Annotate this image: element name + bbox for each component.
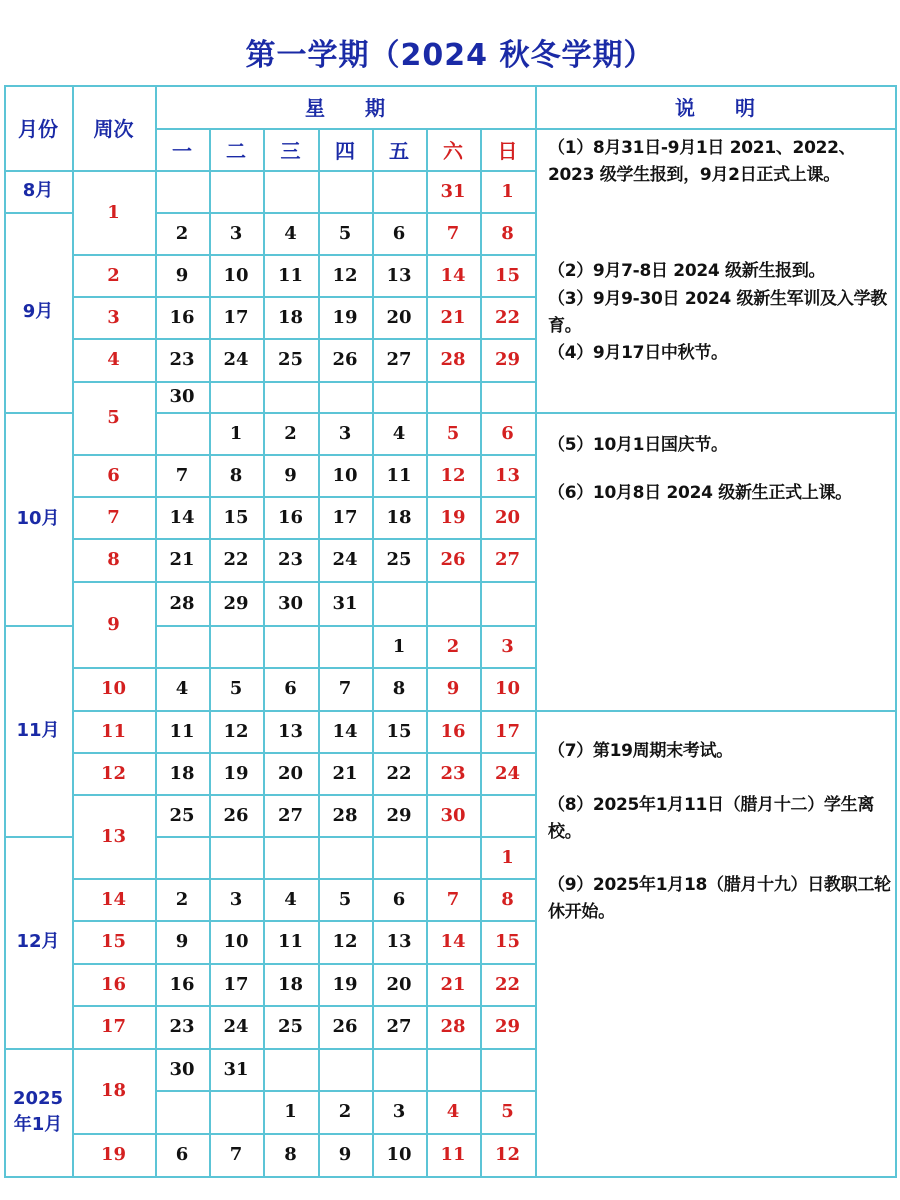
month-label: 9月: [22, 301, 54, 322]
day-cell: 1: [501, 180, 514, 202]
day-cell: 28: [169, 592, 195, 614]
day-cell: 1: [501, 846, 514, 868]
week-number: 13: [100, 825, 127, 847]
day-cell: 13: [494, 464, 521, 486]
day-cell: 8: [284, 1144, 297, 1165]
week-number: 16: [100, 973, 127, 995]
day-cell: 29: [386, 804, 412, 826]
note-item: （4）9月17日中秋节。: [548, 343, 728, 363]
day-cell: 15: [386, 720, 412, 742]
day-cell: 5: [229, 678, 243, 699]
day-cell: 2: [338, 1101, 352, 1122]
day-cell: 22: [386, 762, 412, 784]
month-label: 12月: [16, 931, 60, 952]
day-cell: 19: [440, 506, 466, 528]
day-cell: 12: [332, 931, 358, 952]
divider-notes-section: [535, 412, 895, 414]
day-cell: 18: [169, 762, 195, 784]
week-number: 2: [107, 264, 120, 286]
day-cell: 6: [284, 678, 297, 699]
day-cell: 27: [277, 804, 304, 826]
page-title: 第一学期（2024 秋冬学期）: [245, 38, 655, 73]
day-cell: 12: [332, 264, 358, 286]
day-cell: 5: [338, 888, 352, 910]
week-header: 周次: [93, 117, 134, 141]
day-cell: 21: [440, 973, 466, 995]
day-cell: 25: [386, 549, 412, 570]
day-cell: 30: [277, 592, 304, 614]
day-cell: 22: [494, 973, 521, 995]
day-cell: 6: [392, 888, 406, 910]
week-number: 18: [100, 1080, 127, 1101]
day-cell: 19: [332, 306, 358, 328]
weekday-header: 三: [280, 138, 301, 163]
note-item: （8）2025年1月11日（腊月十二）学生离校。: [548, 795, 875, 842]
week-number: 9: [107, 613, 120, 635]
day-cell: 28: [332, 804, 358, 826]
day-cell: 5: [446, 422, 460, 444]
day-cell: 18: [386, 506, 412, 528]
day-cell: 22: [494, 306, 521, 328]
day-cell: 24: [223, 1016, 249, 1037]
note-item: （9）2025年1月18（腊月十九）日教职工轮休开始。: [548, 875, 891, 922]
day-cell: 23: [440, 762, 466, 784]
week-number: 17: [100, 1016, 127, 1037]
day-cell: 4: [284, 888, 297, 910]
table-border-right: [895, 85, 897, 1178]
day-cell: 18: [277, 973, 304, 995]
day-cell: 9: [338, 1144, 352, 1165]
day-cell: 26: [332, 1016, 358, 1037]
day-cell: 23: [277, 549, 304, 570]
divider-header-notes: [535, 128, 895, 130]
day-cell: 29: [223, 592, 249, 614]
day-cell: 30: [169, 386, 195, 407]
month-label: 11月: [16, 719, 60, 741]
divider-notes-section: [535, 710, 895, 712]
day-cell: 26: [440, 549, 466, 570]
day-cell: 13: [386, 931, 412, 952]
week-number: 14: [100, 888, 127, 910]
notes-header: 说 明: [675, 96, 755, 120]
day-cell: 4: [446, 1101, 460, 1122]
day-cell: 5: [501, 1101, 514, 1122]
day-cell: 4: [392, 422, 406, 444]
day-cell: 23: [169, 1016, 195, 1037]
week-number: 6: [107, 464, 120, 486]
day-cell: 17: [223, 973, 249, 995]
day-cell: 15: [223, 506, 249, 528]
day-cell: 14: [440, 264, 466, 286]
table-border-bottom: [4, 1176, 895, 1178]
day-cell: 20: [277, 762, 304, 784]
day-cell: 24: [223, 349, 249, 370]
day-cell: 7: [446, 888, 460, 910]
day-cell: 31: [332, 592, 358, 614]
weekday-header: 四: [335, 138, 355, 163]
note-item: （5）10月1日国庆节。: [548, 435, 728, 455]
day-cell: 14: [440, 931, 466, 952]
divider-calendar-row: [155, 836, 535, 838]
day-cell: 7: [446, 222, 460, 244]
divider-calendar-row: [155, 381, 535, 383]
day-cell: 30: [440, 804, 466, 826]
note-item: （6）10月8日 2024 级新生正式上课。: [548, 483, 852, 503]
day-cell: 11: [440, 1144, 466, 1165]
day-cell: 15: [494, 931, 521, 952]
day-cell: 11: [386, 464, 412, 486]
day-cell: 27: [494, 549, 521, 570]
day-cell: 28: [440, 349, 466, 370]
day-cell: 6: [501, 422, 514, 444]
day-cell: 17: [223, 306, 249, 328]
day-cell: 19: [332, 973, 358, 995]
day-cell: 14: [169, 506, 195, 528]
week-number: 5: [107, 407, 120, 428]
day-cell: 27: [386, 1016, 412, 1037]
note-item: （7）第19周期末考试。: [548, 741, 733, 761]
week-number: 10: [100, 678, 127, 699]
day-cell: 2: [446, 635, 460, 657]
day-cell: 27: [386, 349, 412, 370]
day-cell: 14: [332, 720, 358, 742]
day-cell: 16: [277, 506, 304, 528]
day-cell: 16: [169, 973, 195, 995]
day-cell: 8: [392, 678, 406, 699]
day-cell: 22: [223, 549, 249, 570]
month-header: 月份: [18, 117, 58, 141]
day-cell: 10: [223, 264, 249, 286]
day-cell: 16: [169, 306, 195, 328]
day-cell: 8: [501, 222, 514, 244]
day-cell: 2: [175, 222, 189, 244]
week-number: 7: [107, 506, 120, 528]
divider-days-notes: [535, 85, 537, 1176]
weekday-header: 五: [389, 138, 409, 163]
day-cell: 21: [169, 549, 195, 570]
day-cell: 24: [332, 549, 358, 570]
day-cell: 12: [440, 464, 466, 486]
day-cell: 2: [284, 422, 297, 444]
day-cell: 31: [440, 180, 466, 202]
day-cell: 25: [169, 804, 195, 826]
day-cell: 19: [223, 762, 249, 784]
day-cell: 26: [223, 804, 249, 826]
week-number: 15: [100, 931, 127, 952]
week-number: 12: [100, 762, 127, 784]
week-number: 19: [100, 1144, 127, 1165]
day-cell: 5: [338, 222, 352, 244]
day-cell: 29: [494, 349, 521, 370]
day-cell: 1: [229, 422, 243, 444]
day-cell: 11: [277, 264, 304, 286]
day-cell: 6: [392, 222, 406, 244]
day-cell: 4: [284, 222, 297, 244]
day-cell: 3: [229, 888, 243, 910]
day-cell: 15: [494, 264, 521, 286]
day-cell: 23: [169, 349, 195, 370]
month-label: 8月: [22, 180, 54, 201]
day-cell: 9: [446, 678, 460, 699]
weekday-header: 二: [226, 138, 246, 163]
note-item: （3）9月9-30日 2024 级新生军训及入学教育。: [548, 289, 887, 336]
day-cell: 11: [277, 931, 304, 952]
day-cell: 29: [494, 1016, 521, 1037]
day-cell: 12: [223, 720, 249, 742]
week-number: 3: [107, 306, 120, 328]
day-cell: 17: [494, 720, 521, 742]
week-number: 1: [107, 201, 120, 223]
day-cell: 10: [223, 931, 249, 952]
day-cell: 8: [229, 464, 243, 486]
day-cell: 12: [494, 1144, 521, 1165]
day-cell: 18: [277, 306, 304, 328]
day-cell: 11: [169, 720, 195, 742]
day-cell: 7: [338, 678, 352, 699]
week-number: 11: [100, 720, 127, 742]
weekday-header: 六: [443, 138, 463, 163]
day-cell: 28: [440, 1016, 466, 1037]
day-cell: 25: [277, 349, 304, 370]
day-cell: 3: [338, 422, 352, 444]
day-cell: 31: [223, 1058, 249, 1080]
day-cell: 6: [175, 1144, 189, 1165]
day-cell: 8: [501, 888, 514, 910]
day-cell: 10: [386, 1144, 412, 1165]
day-cell: 16: [440, 720, 466, 742]
day-cell: 1: [284, 1101, 297, 1122]
day-cell: 30: [169, 1058, 195, 1080]
day-cell: 13: [386, 264, 412, 286]
day-cell: 7: [175, 464, 189, 486]
day-cell: 1: [392, 635, 406, 657]
day-cell: 2: [175, 888, 189, 910]
day-cell: 25: [277, 1016, 304, 1037]
weekday-group-header: 星 期: [305, 96, 385, 120]
day-cell: 3: [501, 635, 514, 657]
day-cell: 20: [386, 306, 412, 328]
day-cell: 10: [494, 678, 521, 699]
day-cell: 17: [332, 506, 358, 528]
weekday-header: 日: [497, 138, 518, 163]
day-cell: 21: [440, 306, 466, 328]
month-label: 10月: [16, 507, 60, 529]
day-cell: 7: [229, 1144, 243, 1165]
month-label: 2025年1月: [12, 1088, 64, 1135]
day-cell: 20: [386, 973, 412, 995]
day-cell: 9: [175, 264, 189, 286]
day-cell: 24: [494, 762, 521, 784]
note-item: （1）8月31日-9月1日 2021、2022、2023 级学生报到，9月2日正式上课。: [548, 138, 856, 185]
day-cell: 21: [332, 762, 358, 784]
day-cell: 26: [332, 349, 358, 370]
day-cell: 4: [175, 678, 189, 699]
weekday-header: 一: [172, 138, 192, 163]
week-number: 4: [107, 349, 120, 370]
day-cell: 3: [229, 222, 243, 244]
day-cell: 9: [175, 931, 189, 952]
week-number: 8: [107, 549, 120, 570]
day-cell: 20: [494, 506, 521, 528]
note-item: （2）9月7-8日 2024 级新生报到。: [548, 261, 826, 281]
day-cell: 9: [284, 464, 297, 486]
day-cell: 10: [332, 464, 358, 486]
day-cell: 13: [277, 720, 304, 742]
day-cell: 3: [392, 1101, 406, 1122]
